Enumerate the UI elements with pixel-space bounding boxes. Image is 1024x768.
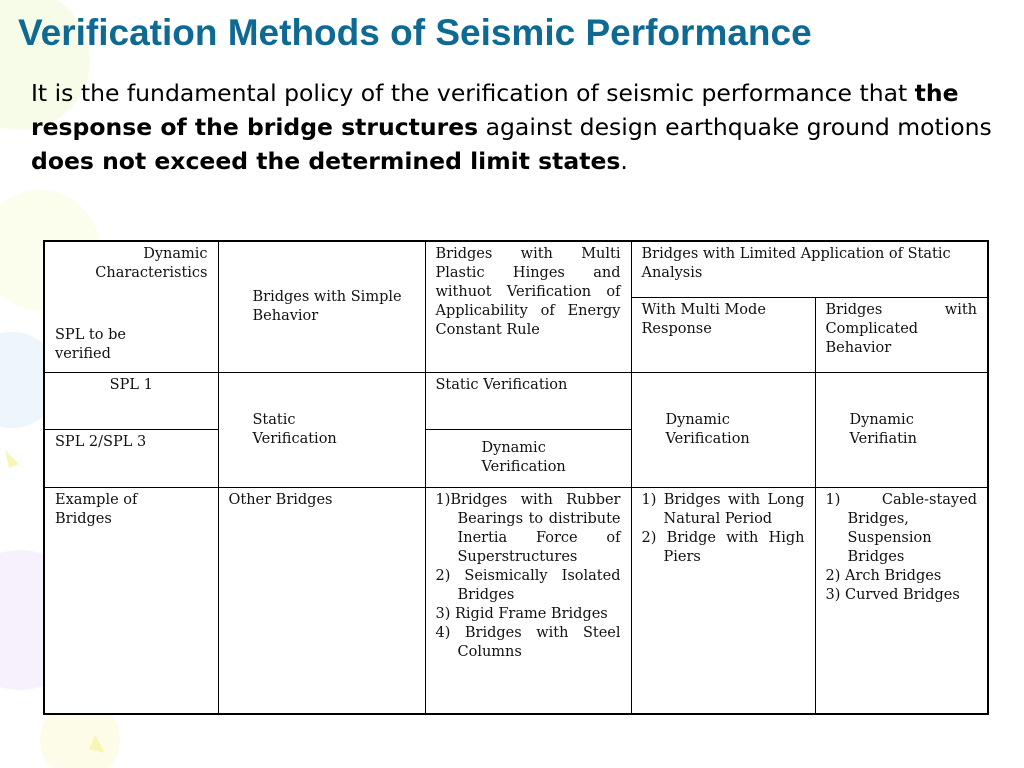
list-item: 2) Bridge with High Piers (641, 529, 805, 565)
example-multi-plastic (425, 487, 631, 714)
list-item: 1) Bridges with Long Natural Period (641, 491, 805, 527)
intro-bold-1: the response of the bridge structures (31, 79, 959, 141)
header-limited-static-analysis: Bridges with Limited Application of Static Analysis (631, 241, 988, 297)
cell-dynamic-verification-complicated: Dynamic Verifiatin (815, 373, 988, 487)
intro-paragraph (31, 76, 1016, 178)
list-item: 1) Cable-stayed Bridges, Suspension Bridges (825, 491, 977, 565)
verification-methods-table (43, 240, 989, 715)
header-multi-plastic-hinges: Bridges with Multi Plastic Hinges and withuot Verification of Applicability of Energy Constant Rule (425, 241, 631, 373)
intro-text-1: It is the fundamental policy of the verification of seismic performance that (31, 79, 915, 107)
list-item: 2) Arch Bridges (825, 567, 942, 584)
list-item: 1)Bridges with Rubber Bearings to distribute Inertia Force of Superstructures (435, 491, 621, 565)
example-simple: Other Bridges (218, 487, 425, 714)
list-item: 3) Rigid Frame Bridges (435, 605, 608, 622)
intro-bold-2: does not exceed the determined limit states (31, 147, 621, 175)
example-complicated-list (826, 491, 978, 605)
list-item: 3) Curved Bridges (825, 586, 960, 603)
header-complicated-behavior: Bridges with Complicated Behavior (815, 297, 988, 372)
intro-text-2: against design earthquake ground motions (478, 113, 992, 141)
example-multi-plastic-list (436, 491, 621, 662)
example-multi-mode-list (642, 491, 805, 567)
list-item: 2) Seismically Isolated Bridges (435, 567, 621, 603)
row-label-spl23: SPL 2/SPL 3 (44, 430, 218, 487)
cell-static-verification-spl1: Static Verification (425, 373, 631, 430)
corner-header-cell (44, 241, 218, 373)
cell-dynamic-verification-multi: Dynamic Verification (631, 373, 815, 487)
row-label-examples: Example of Bridges (44, 487, 218, 714)
example-complicated (815, 487, 988, 714)
slide-title: Verification Methods of Seismic Performance (18, 12, 812, 53)
corner-dynamic-characteristics: Dynamic Characteristics (95, 246, 208, 281)
corner-spl-to-be-verified: SPL to be verified (55, 327, 126, 363)
row-label-spl1: SPL 1 (44, 373, 218, 430)
cell-dynamic-verification-spl23: Dynamic Verification (425, 430, 631, 487)
list-item: 4) Bridges with Steel Columns (435, 624, 621, 660)
header-simple-behavior: Bridges with Simple Behavior (218, 241, 425, 373)
intro-text-3: . (620, 147, 628, 175)
header-multi-mode-response: With Multi Mode Response (631, 297, 815, 372)
cell-static-verification-simple: Static Verification (218, 373, 425, 487)
example-multi-mode (631, 487, 815, 714)
